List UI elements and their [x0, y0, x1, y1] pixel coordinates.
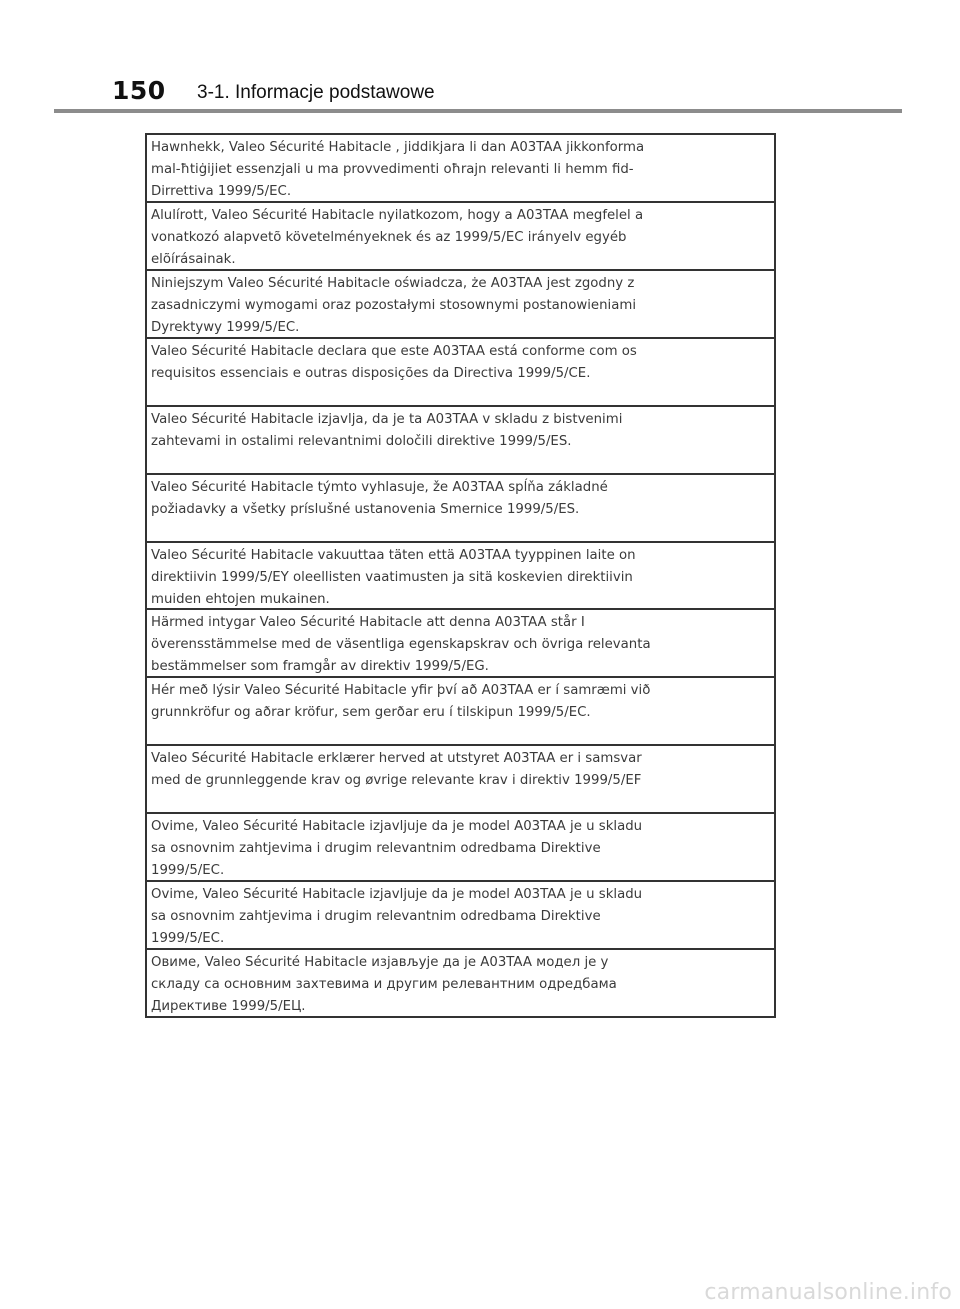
declaration-row-serbian	[147, 950, 774, 1016]
section-title: 3-1. Informacje podstawowe	[197, 82, 435, 103]
declaration-row-croatian-2	[147, 882, 774, 950]
declaration-text: Valeo Sécurité Habitacle týmto vyhlasuje, že A03TAA spĺňa základné požiadavky a všetky príslušné ustanovenia Smernice 1999/5/ES.	[151, 479, 608, 517]
page-number: 150	[112, 76, 166, 105]
declaration-row-finnish	[147, 543, 774, 611]
declaration-text: Ovime, Valeo Sécurité Habitacle izjavljuje da je model A03TAA je u skladu sa osnovnim zahtjevima i drugim relevantnim odredbama Direktive 1999/5/EC.	[151, 819, 643, 879]
declaration-text: Härmed intygar Valeo Sécurité Habitacle att denna A03TAA står I överensstämmelse med de väsentliga egenskapskrav och övriga relevanta bestämmelser som framgår av direktiv 1999/5/EG.	[151, 615, 651, 675]
declaration-row-swedish	[147, 610, 774, 678]
declaration-text: Ovime, Valeo Sécurité Habitacle izjavljuje da je model A03TAA je u skladu sa osnovnim zahtjevima i drugim relevantnim odredbama Direktive 1999/5/EC.	[151, 887, 643, 947]
declaration-row-hungarian	[147, 203, 774, 271]
declaration-text: Valeo Sécurité Habitacle vakuuttaa täten että A03TAA tyyppinen laite on direktiivin 1999/5/EY oleellisten vaatimusten ja sitä koskevien direktiivin muiden ehtojen mukainen.	[151, 547, 636, 607]
declaration-row-norwegian	[147, 746, 774, 814]
declaration-row-polish	[147, 271, 774, 339]
declaration-text: Hér með lýsir Valeo Sécurité Habitacle yfir því að A03TAA er í samræmi við grunnkröfur og aðrar kröfur, sem gerðar eru í tilskipun 1999/5/EC.	[151, 683, 651, 721]
page-header	[112, 76, 902, 110]
declaration-text: Niniejszym Valeo Sécurité Habitacle oświadcza, że A03TAA jest zgodny z zasadniczymi wymogami oraz pozostałymi stosownymi postanowieniami Dyrektywy 1999/5/EC.	[151, 275, 637, 335]
declaration-row-portuguese	[147, 339, 774, 407]
declaration-row-croatian	[147, 814, 774, 882]
declaration-text: Valeo Sécurité Habitacle declara que este A03TAA está conforme com os requisitos essenciais e outras disposições da Directiva 1999/5/CE.	[151, 343, 637, 381]
declaration-row-maltese	[147, 135, 774, 203]
declaration-text: Valeo Sécurité Habitacle izjavlja, da je ta A03TAA v skladu z bistvenimi zahtevami in ostalimi relevantnimi določili direktive 1999/5/ES.	[151, 411, 623, 449]
header-divider	[54, 109, 902, 113]
declaration-text: Alulírott, Valeo Sécurité Habitacle nyilatkozom, hogy a A03TAA megfelel a vonatkozó alapvetõ követelményeknek és az 1999/5/EC irányelv egyéb elõírásainak.	[151, 207, 644, 267]
declaration-text: Hawnhekk, Valeo Sécurité Habitacle , jiddikjara li dan A03TAA jikkonforma mal-ħtiġijiet essenzjali u ma provvedimenti oħrajn relevanti li hemm fid- Dirrettiva 1999/5/EC.	[151, 140, 645, 199]
declaration-row-slovak	[147, 475, 774, 543]
declaration-row-icelandic	[147, 678, 774, 746]
declaration-text: Овиме, Valeo Sécurité Habitacle изјављује да је A03TAA модел је у складу са основним захтевима и другим релевантним одредбама Директиве 1999/5/ЕЦ.	[151, 955, 617, 1015]
watermark: carmanualsonline.info	[704, 1280, 952, 1305]
declaration-row-slovenian	[147, 407, 774, 475]
declaration-text: Valeo Sécurité Habitacle erklærer herved at utstyret A03TAA er i samsvar med de grunnleggende krav og øvrige relevante krav i direktiv 1999/5/EF	[151, 751, 642, 789]
declaration-table	[145, 133, 776, 1018]
